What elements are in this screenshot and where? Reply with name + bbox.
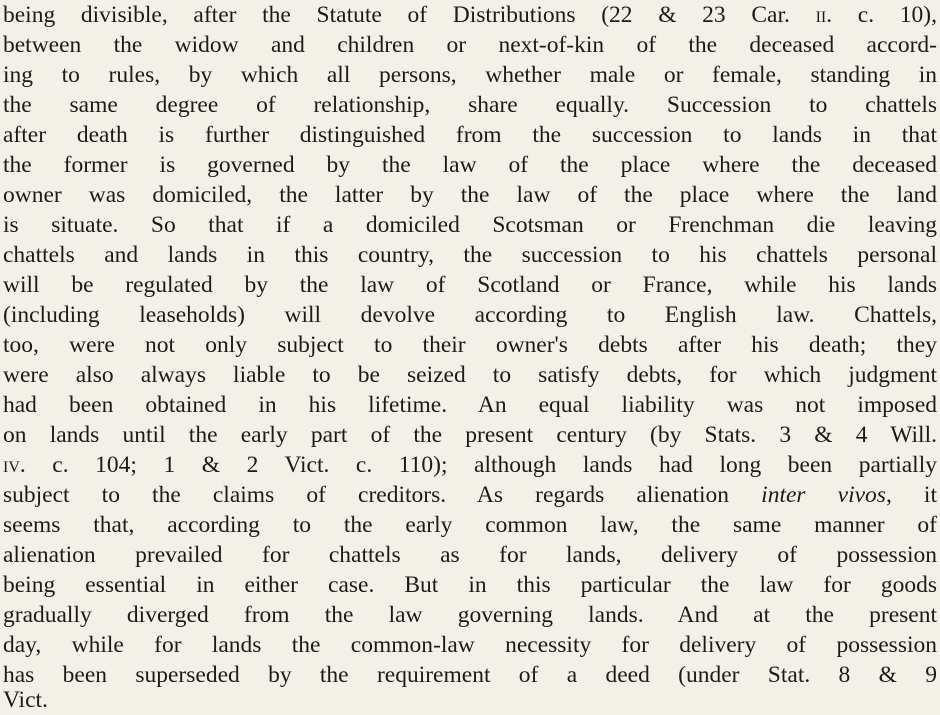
text-line-3: ing to rules, by which all persons, whether male or female, standing in	[3, 62, 937, 88]
text-line-11: (including leaseholds) will devolve according to English law. Chattels,	[3, 302, 937, 328]
text-line-4: the same degree of relationship, share equally. Succession to chattels	[3, 92, 937, 118]
text-line-18: seems that, according to the early common law, the same manner of	[3, 512, 937, 538]
roman-numeral: ii	[815, 2, 827, 28]
roman-numeral: iv	[3, 452, 20, 478]
text-line-19: alienation prevailed for chattels as for lands, delivery of possession	[3, 542, 937, 568]
text-line-23: has been superseded by the requirement of a deed (under Stat. 8 & 9	[3, 662, 937, 688]
cut-off-line	[0, 687, 940, 713]
text-line-7: owner was domiciled, the latter by the law of the place where the land	[3, 182, 937, 208]
text-line-12: too, were not only subject to their owner's debts after his death; they	[3, 332, 937, 358]
text-line-6: the former is governed by the law of the place where the deceased	[3, 152, 937, 178]
text-line-15: on lands until the early part of the present century (by Stats. 3 & 4 Will.	[3, 422, 937, 448]
text-segment: being divisible, after the Statute of Distributions (22 & 23 Car.	[3, 2, 816, 28]
text-line-16	[3, 450, 937, 480]
text-line-20: being essential in either case. But in this particular the law for goods	[3, 572, 937, 598]
cut-off-text: Vict.	[3, 687, 48, 713]
italic-phrase: inter vivos	[761, 482, 886, 508]
text-line-1	[3, 0, 937, 30]
text-line-9: chattels and lands in this country, the succession to his chattels personal	[3, 242, 937, 268]
text-line-5: after death is further distinguished from the succession to lands in that	[3, 122, 937, 148]
text-line-8: is situate. So that if a domiciled Scotsman or Frenchman die leaving	[3, 212, 937, 238]
text-segment: . c. 10),	[826, 2, 937, 28]
text-line-13: were also always liable to be seized to satisfy debts, for which judgment	[3, 362, 937, 388]
text-line-17	[3, 480, 937, 510]
text-line-10: will be regulated by the law of Scotland or France, while his lands	[3, 272, 937, 298]
text-line-14: had been obtained in his lifetime. An equal liability was not imposed	[3, 392, 937, 418]
text-segment: , it	[885, 482, 937, 508]
text-segment: subject to the claims of creditors. As regards alienation	[3, 482, 762, 508]
text-line-21: gradually diverged from the law governing lands. And at the present	[3, 602, 937, 628]
text-line-2: between the widow and children or next-of-kin of the deceased accord-	[3, 32, 937, 58]
text-segment: . c. 104; 1 & 2 Vict. c. 110); although lands had long been partially	[19, 452, 937, 478]
text-line-22: day, while for lands the common-law necessity for delivery of possession	[3, 632, 937, 658]
